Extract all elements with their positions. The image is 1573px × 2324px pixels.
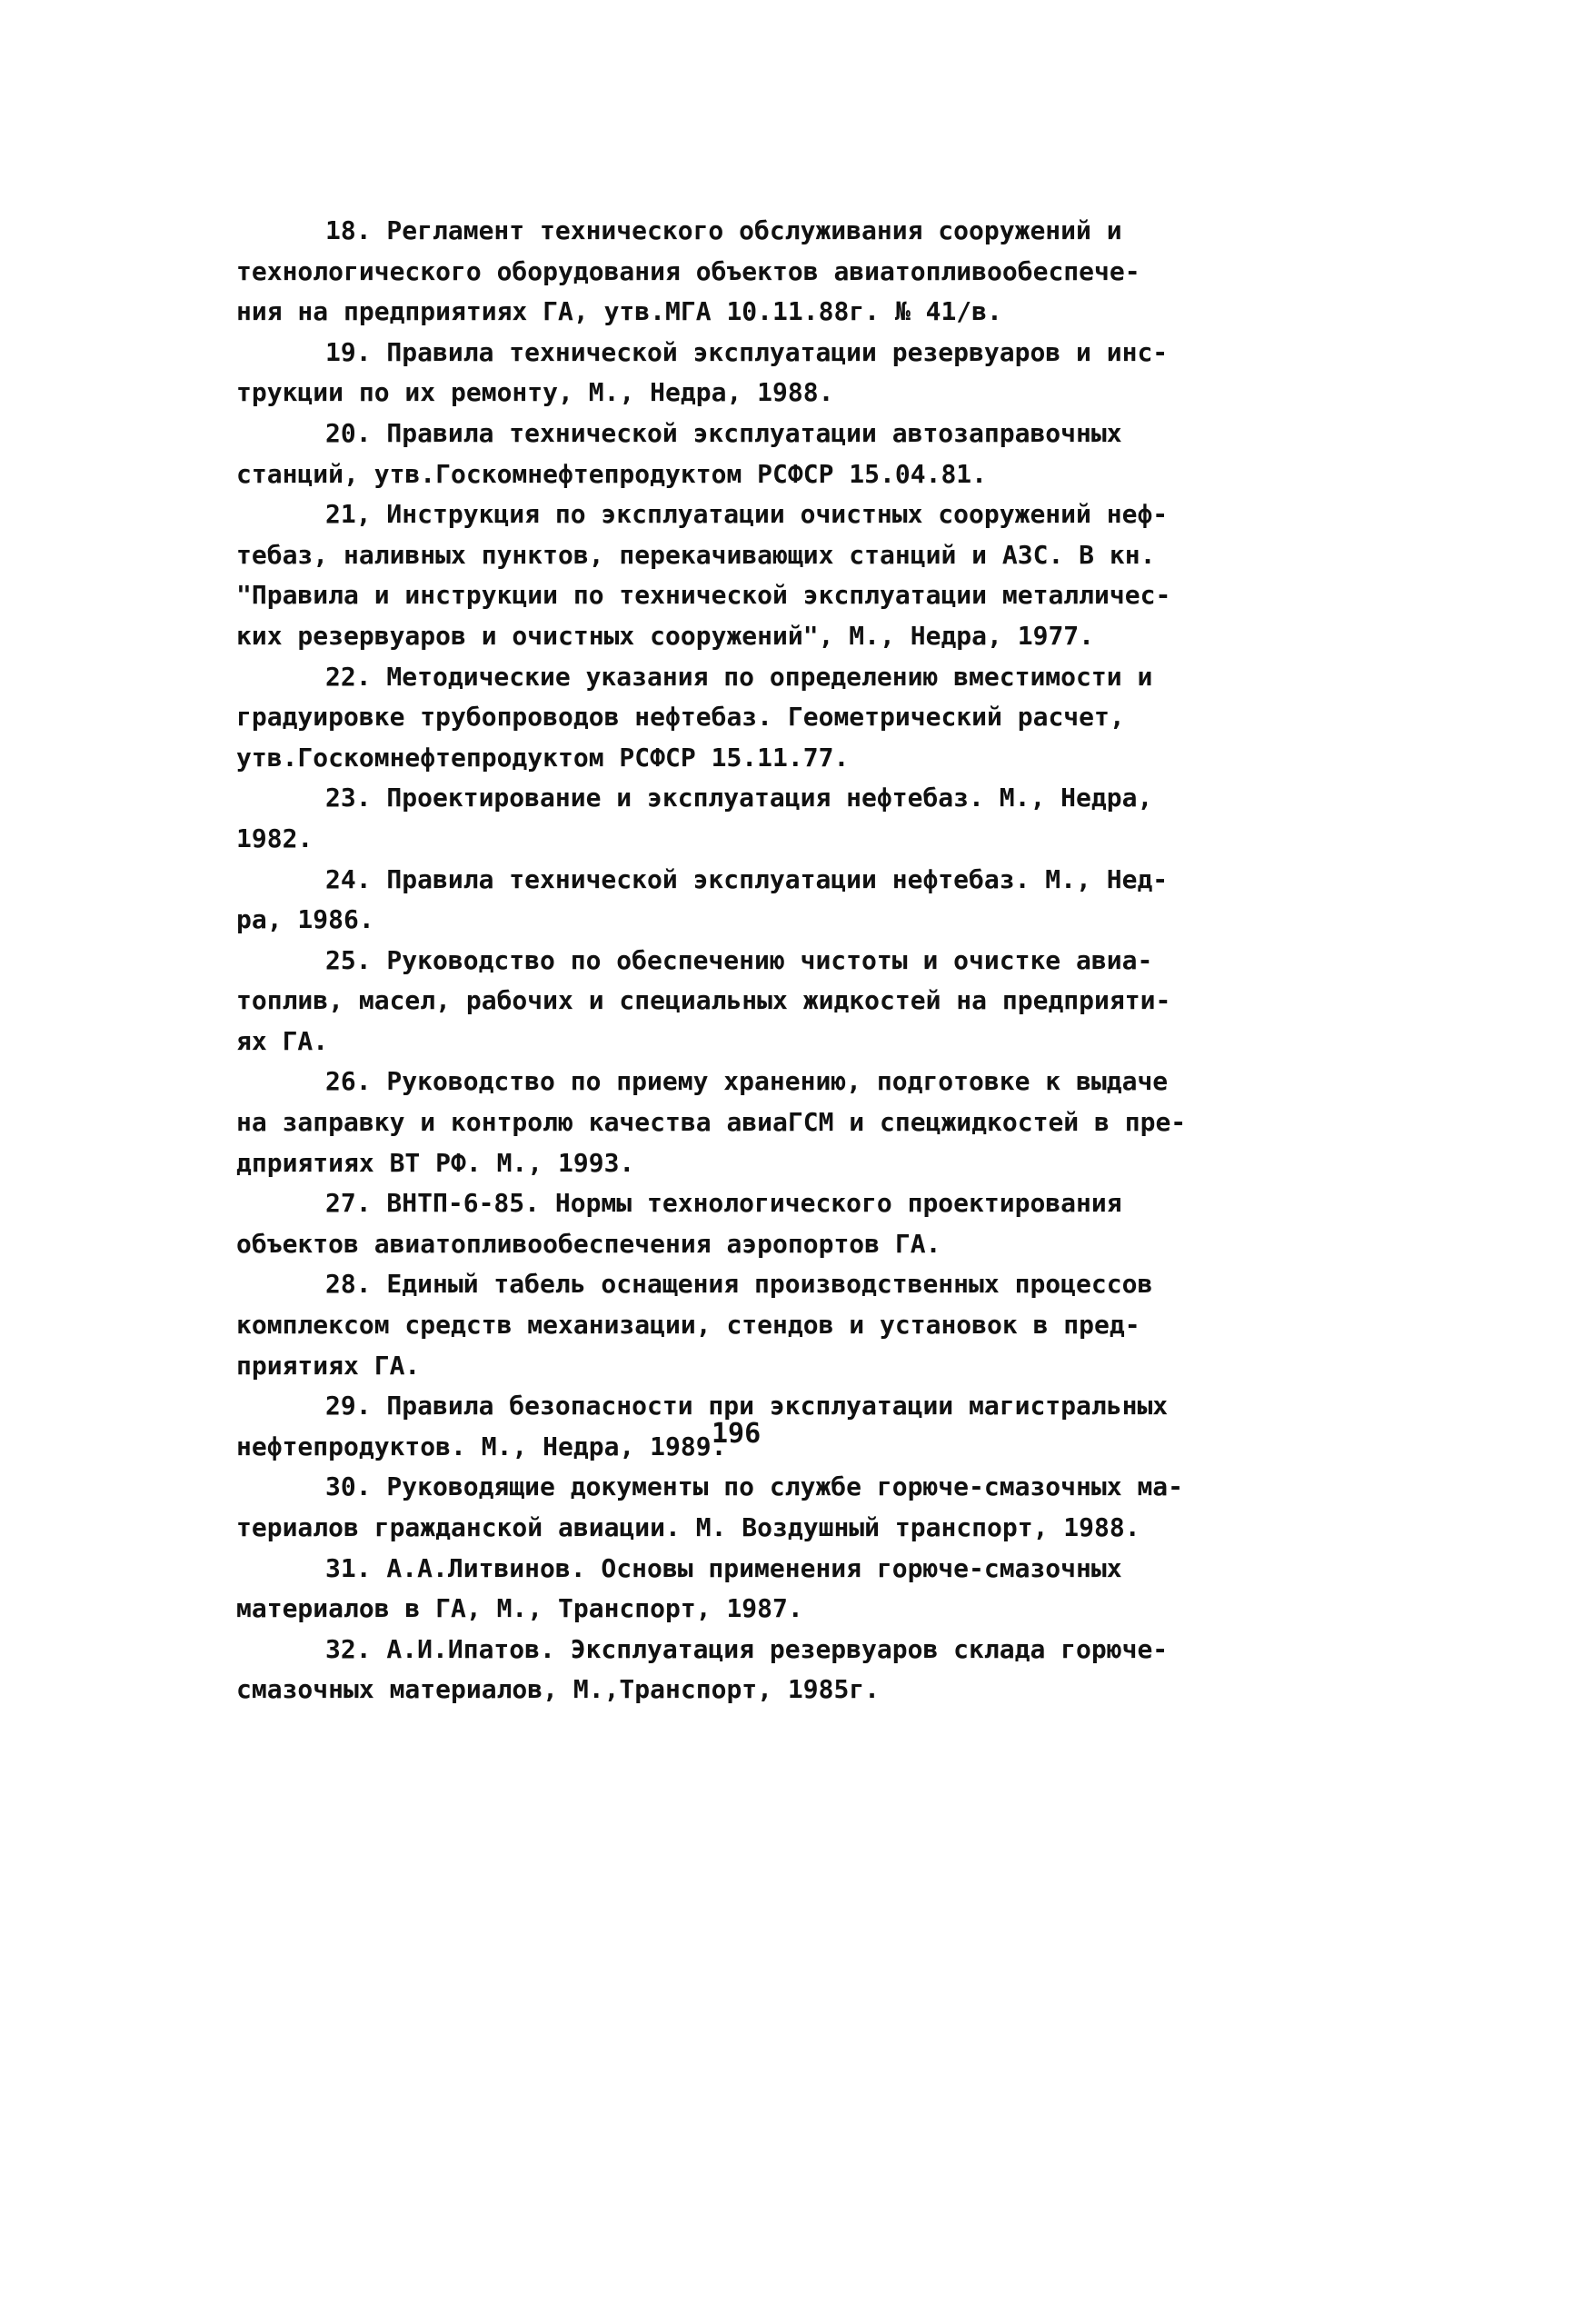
reference-list	[236, 211, 1327, 1711]
reference-line: 27. ВНТП-6-85. Нормы технологического проектирования	[325, 1188, 1122, 1219]
reference-line: градуировке трубопроводов нефтебаз. Геометрический расчет,	[236, 702, 1125, 733]
reference-line: 24. Правила технической эксплуатации нефтебаз. М., Нед-	[325, 863, 1169, 894]
reference-line: 30. Руководящие документы по службе горюче-смазочных ма-	[325, 1471, 1184, 1502]
reference-line: нефтепродуктов. М., Недра, 1989.	[236, 1431, 727, 1461]
reference-line: технологического оборудования объектов авиатопливообеспече-	[236, 255, 1140, 286]
reference-item-29	[236, 1386, 1327, 1467]
reference-item-25	[236, 941, 1327, 1062]
reference-line: 28. Единый табель оснащения производственных процессов	[325, 1269, 1153, 1300]
reference-item-24	[236, 860, 1327, 941]
reference-line: ра, 1986.	[236, 904, 374, 935]
reference-item-31	[236, 1549, 1327, 1630]
reference-line: 19. Правила технической эксплуатации резервуаров и инс-	[325, 336, 1169, 367]
reference-line: смазочных материалов, М.,Транспорт, 1985г.	[236, 1674, 881, 1705]
reference-item-22	[236, 657, 1327, 779]
reference-line: трукции по их ремонту, М., Недра, 1988.	[236, 377, 834, 408]
reference-line: 1982.	[236, 823, 314, 853]
reference-item-32	[236, 1630, 1327, 1711]
reference-line: комплексом средств механизации, стендов и установок в пред-	[236, 1310, 1140, 1341]
reference-line: 25. Руководство по обеспечению чистоты и очистке авиа-	[325, 944, 1153, 975]
reference-item-26	[236, 1062, 1327, 1183]
reference-line: тебаз, наливных пунктов, перекачивающих станций и АЗС. В кн.	[236, 539, 1156, 570]
page-number: 196	[712, 1418, 762, 1450]
reference-line: приятиях ГА.	[236, 1350, 421, 1381]
reference-item-30	[236, 1467, 1327, 1548]
reference-line: материалов в ГА, М., Транспорт, 1987.	[236, 1593, 803, 1624]
reference-line: 32. А.И.Ипатов. Эксплуатация резервуаров склада горюче-	[325, 1633, 1169, 1664]
reference-line: станций, утв.Госкомнефтепродуктом РСФСР 15.04.81.	[236, 458, 988, 489]
reference-item-20	[236, 414, 1327, 494]
reference-line: 26. Руководство по приему хранению, подготовке к выдаче	[325, 1066, 1169, 1097]
reference-line: утв.Госкомнефтепродуктом РСФСР 15.11.77.	[236, 742, 850, 773]
reference-line: 22. Методические указания по определению вместимости и	[325, 661, 1153, 692]
reference-line: 31. А.А.Литвинов. Основы применения горюче-смазочных	[325, 1552, 1122, 1583]
reference-line: 20. Правила технической эксплуатации автозаправочных	[325, 417, 1122, 448]
reference-line: 18. Регламент технического обслуживания сооружений и	[325, 215, 1122, 245]
reference-item-23	[236, 778, 1327, 859]
reference-line: топлив, масел, рабочих и специальных жидкостей на предприяти-	[236, 985, 1171, 1016]
reference-item-21	[236, 494, 1327, 656]
reference-line: дприятиях ВТ РФ. М., 1993.	[236, 1147, 635, 1178]
reference-line: 29. Правила безопасности при эксплуатации магистральных	[325, 1391, 1169, 1421]
reference-line: ях ГА.	[236, 1025, 329, 1056]
reference-item-27	[236, 1183, 1327, 1264]
reference-line: объектов авиатопливообеспечения аэропортов ГА.	[236, 1228, 941, 1259]
reference-line: ния на предприятиях ГА, утв.МГА 10.11.88г. № 41/в.	[236, 296, 1002, 327]
reference-line: 23. Проектирование и эксплуатация нефтебаз. М., Недра,	[325, 783, 1153, 813]
reference-item-18	[236, 211, 1327, 333]
reference-line: на заправку и контролю качества авиаГСМ и спецжидкостей в пре-	[236, 1107, 1187, 1138]
reference-line: териалов гражданской авиации. М. Воздушный транспорт, 1988.	[236, 1512, 1140, 1542]
reference-line: "Правила и инструкции по технической эксплуатации металличес-	[236, 580, 1171, 611]
reference-line: ких резервуаров и очистных сооружений", М., Недра, 1977.	[236, 620, 1095, 651]
reference-item-19	[236, 333, 1327, 414]
reference-item-28	[236, 1264, 1327, 1386]
reference-line: 21, Инструкция по эксплуатации очистных сооружений неф-	[325, 499, 1169, 530]
